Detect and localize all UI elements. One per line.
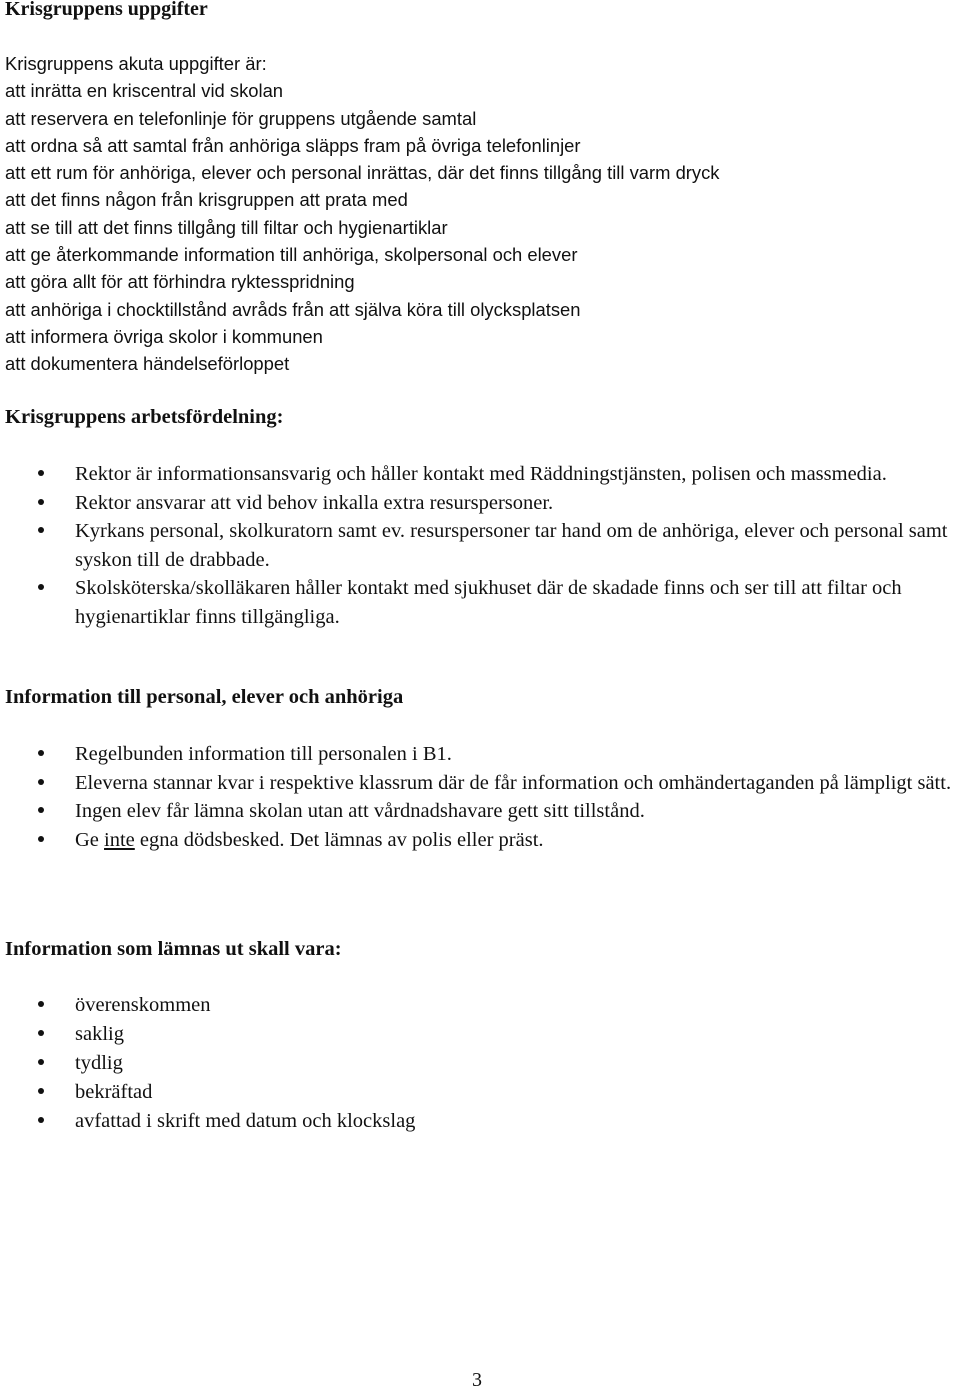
bullet-icon [38,1001,44,1007]
emphasis-underlined: inte [104,828,135,851]
list-item [0,517,960,574]
bullet-icon [38,1117,44,1123]
list-item [0,1020,960,1049]
list-item [0,574,960,631]
list-item [0,1078,960,1107]
bullet-icon [38,779,44,785]
list-item: att informera övriga skolor i kommunen [5,325,323,347]
list-item: att dokumentera händelseförloppet [5,353,290,375]
bullet-icon [38,836,44,842]
section-heading-arbetsfordelning: Krisgruppens arbetsfördelning: [5,406,284,428]
list-item-text: Ingen elev får lämna skolan utan att vårdnadshavare gett sitt tillstånd. [75,800,645,822]
acute-tasks-list [5,50,955,378]
list-item-text: Regelbunden information till personalen i B1. [75,743,452,765]
page-title: Krisgruppens uppgifter [5,0,208,20]
list-item [0,1049,960,1078]
bullet-icon [38,1030,44,1036]
bullet-icon [38,584,44,590]
list-item [0,1107,960,1136]
list-item [0,460,960,489]
list-item-text: Eleverna stannar kvar i respektive klassrum där de får information och omhändertaganden på lämpligt sätt. [75,771,952,794]
bullet-icon [38,807,44,813]
list-item [0,489,960,518]
list-item: att det finns någon från krisgruppen att prata med [5,189,408,211]
acute-tasks-intro: Krisgruppens akuta uppgifter är: [5,53,267,74]
list-item-text: saklig [75,1023,124,1045]
list-item [0,797,960,826]
section-heading-lamnas: Information som lämnas ut skall vara: [5,938,342,960]
list-item-text: Rektor ansvarar att vid behov inkalla extra resurspersoner. [75,491,554,514]
bullet-icon [38,470,44,476]
list-item: att anhöriga i chocktillstånd avråds från att själva köra till olycksplatsen [5,298,581,320]
list-item-text: Skolsköterska/skolläkaren håller kontakt med sjukhuset där de skadade finns och ser till att filtar och hygienartiklar finns tillgängliga. [75,577,902,628]
bullet-icon [38,527,44,533]
page-number: 3 [472,1369,482,1391]
bullet-icon [38,1059,44,1065]
list-item: att inrätta en kriscentral vid skolan [5,80,284,102]
list-item-text: avfattad i skrift med datum och klockslag [75,1110,416,1132]
bullet-icon [38,499,44,505]
list-item [0,740,960,769]
list-item [0,991,960,1020]
list-item-text: överenskommen [75,994,211,1016]
lamnas-list [0,991,960,1136]
list-item-text-start: Ge [75,828,105,851]
list-item [0,769,960,798]
list-item-text: Kyrkans personal, skolkuratorn samt ev. resurspersoner tar hand om de anhöriga, elever och personal samt syskon till de drabbade. [75,520,948,571]
section-heading-information: Information till personal, elever och anhöriga [5,686,404,708]
bullet-icon [38,750,44,756]
information-list [0,740,960,854]
list-item: att ett rum för anhöriga, elever och personal inrättas, där det finns tillgång till varm dryck [5,162,720,184]
list-item-text: Rektor är informationsansvarig och håller kontakt med Räddningstjänsten, polisen och massmedia. [75,463,887,485]
list-item: att ge återkommande information till anhöriga, skolpersonal och elever [5,244,578,266]
list-item: att se till att det finns tillgång till filtar och hygienartiklar [5,216,448,238]
arbetsfordelning-list [0,460,960,631]
list-item-text-end: egna dödsbesked. Det lämnas av polis eller präst. [134,828,544,851]
list-item: att göra allt för att förhindra ryktesspridning [5,271,355,293]
list-item-text: tydlig [75,1052,123,1074]
bullet-icon [38,1088,44,1094]
list-item [0,826,960,855]
list-item: att reservera en telefonlinje för gruppens utgående samtal [5,107,477,129]
list-item-text: bekräftad [75,1081,153,1103]
list-item: att ordna så att samtal från anhöriga släpps fram på övriga telefonlinjer [5,134,581,156]
